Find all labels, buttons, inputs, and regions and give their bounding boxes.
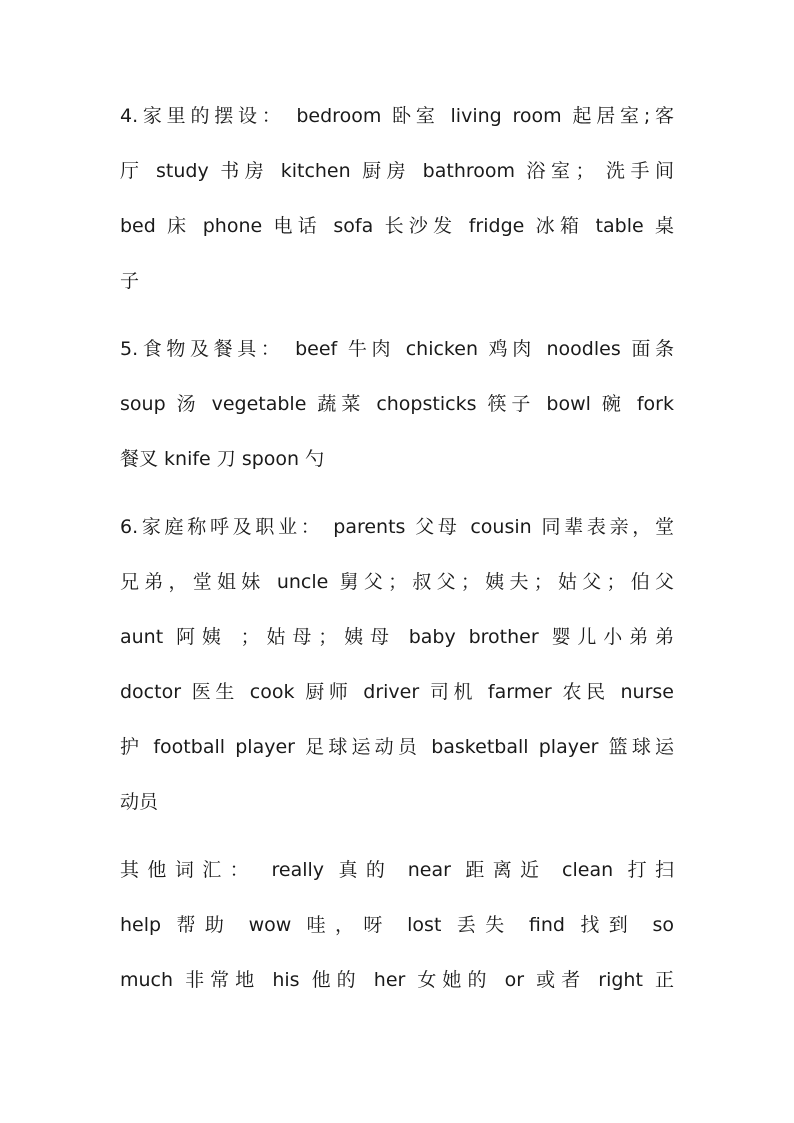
text-line: aunt 阿姨 ；姑母；姨母 baby brother 婴儿小弟弟: [120, 626, 674, 648]
text-line: 其他词汇： really 真的 near 距离近 clean 打扫: [120, 859, 674, 881]
text-line: 6.家庭称呼及职业： parents 父母 cousin 同辈表亲，堂: [120, 516, 674, 538]
text-line: 4.家里的摆设： bedroom 卧室 living room 起居室;客: [120, 105, 674, 127]
text-line: bed 床 phone 电话 sofa 长沙发 fridge 冰箱 table 桌: [120, 215, 674, 237]
text-line: 子: [120, 270, 140, 292]
food-tableware-paragraph: [120, 322, 674, 487]
text-line: 兄弟，堂姐妹 uncle 舅父；叔父；姨夫；姑父；伯父: [120, 571, 674, 593]
text-line: 5.食物及餐具： beef 牛肉 chicken 鸡肉 noodles 面条: [120, 338, 674, 360]
text-line: 餐叉 knife 刀 spoon 勺: [120, 448, 325, 470]
text-line: soup 汤 vegetable 蔬菜 chopsticks 筷子 bowl 碗 fork: [120, 393, 674, 415]
text-line: help 帮助 wow 哇，呀 lost 丢失 find 找到 so: [120, 914, 674, 936]
home-furnishings-paragraph: [120, 89, 674, 309]
text-line: 动员: [120, 791, 159, 813]
other-vocabulary-paragraph: [120, 843, 674, 1008]
text-line: doctor 医生 cook 厨师 driver 司机 farmer 农民 nurse: [120, 681, 674, 703]
text-line: much 非常地 his 他的 her 女她的 or 或者 right 正: [120, 969, 674, 991]
vocabulary-text: [120, 89, 674, 1021]
text-line: 护 football player 足球运动员 basketball player 篮球运: [120, 736, 674, 758]
text-line: 厅 study 书房 kitchen 厨房 bathroom 浴室； 洗手间: [120, 160, 674, 182]
family-jobs-paragraph: [120, 500, 674, 830]
